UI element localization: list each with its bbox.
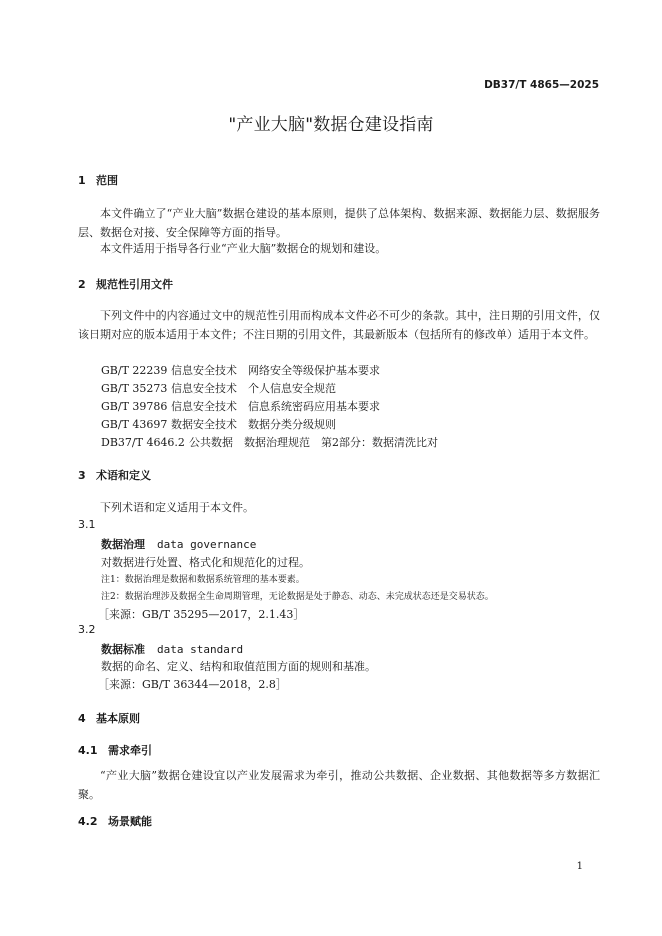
- term-note: 注1：数据治理是数据和数据系统管理的基本要素。: [101, 575, 305, 585]
- reference-title: 信息安全技术 个人信息安全规范: [171, 382, 336, 395]
- subsection-4-1-heading: [78, 742, 152, 758]
- term-zh: 数据治理: [101, 538, 145, 551]
- subsection-number: 4.1: [78, 744, 98, 757]
- section-number: 2: [78, 278, 86, 291]
- term-definition: 对数据进行处置、格式化和规范化的过程。: [101, 556, 310, 569]
- section-number: 3: [78, 469, 86, 482]
- section-title: 术语和定义: [96, 469, 151, 482]
- section-2-heading: [78, 276, 173, 292]
- reference-code: GB/T 35273: [101, 382, 168, 395]
- page-number: 1: [576, 861, 583, 872]
- term-zh: 数据标准: [101, 643, 145, 656]
- term-note: 注2：数据治理涉及数据全生命周期管理，无论数据是处于静态、动态、未完成状态还是交易状态。: [101, 592, 494, 602]
- section-number: 1: [78, 174, 86, 187]
- reference-title: 信息安全技术 信息系统密码应用基本要求: [171, 400, 380, 413]
- subsection-4-2-heading: [78, 813, 152, 829]
- term-source: ［来源：GB/T 36344—2018，2.8］: [98, 678, 287, 691]
- paragraph: “产业大脑”数据仓建设宜以产业发展需求为牵引，推动公共数据、企业数据、其他数据等多方数据汇聚。: [78, 769, 600, 801]
- section-1-heading: [78, 172, 118, 188]
- document-title: "产业大脑"数据仓建设指南: [228, 115, 434, 135]
- paragraph: 本文件确立了“产业大脑”数据仓建设的基本原则，提供了总体架构、数据来源、数据能力层、数据服务层、数据仓对接、安全保障等方面的指导。: [78, 207, 600, 239]
- term-entry: [101, 641, 243, 657]
- reference-item: [101, 416, 336, 432]
- term-number: 3.2: [78, 623, 96, 636]
- term-definition: 数据的命名、定义、结构和取值范围方面的规则和基准。: [101, 660, 376, 673]
- term-en: data standard: [157, 643, 244, 656]
- subsection-title: 需求牵引: [108, 744, 152, 757]
- term-entry: [101, 536, 256, 552]
- subsection-title: 场景赋能: [108, 815, 152, 828]
- reference-title: 数据安全技术 数据分类分级规则: [171, 418, 336, 431]
- term-number: 3.1: [78, 518, 96, 531]
- reference-item: [101, 380, 336, 396]
- section-title: 基本原则: [96, 712, 140, 725]
- term-en: data governance: [157, 538, 257, 551]
- reference-item: [101, 398, 380, 414]
- term-source: ［来源：GB/T 35295—2017，2.1.43］: [98, 608, 305, 621]
- reference-code: GB/T 43697: [101, 418, 168, 431]
- reference-item: [101, 362, 380, 378]
- paragraph: 本文件适用于指导各行业“产业大脑”数据仓的规划和建设。: [100, 242, 387, 255]
- reference-title: 公共数据 数据治理规范 第2部分：数据清洗比对: [189, 436, 438, 449]
- reference-code: DB37/T 4646.2: [101, 436, 185, 449]
- standard-code: DB37/T 4865—2025: [484, 79, 599, 91]
- reference-item: [101, 434, 438, 450]
- section-title: 规范性引用文件: [96, 278, 173, 291]
- reference-title: 信息安全技术 网络安全等级保护基本要求: [171, 364, 380, 377]
- section-number: 4: [78, 712, 86, 725]
- reference-code: GB/T 39786: [101, 400, 168, 413]
- paragraph: 下列术语和定义适用于本文件。: [100, 501, 254, 514]
- section-3-heading: [78, 467, 151, 483]
- paragraph: 下列文件中的内容通过文中的规范性引用而构成本文件必不可少的条款。其中，注日期的引用文件，仅该日期对应的版本适用于本文件；不注日期的引用文件，其最新版本（包括所有的修改单）适用于本文件。: [78, 309, 600, 341]
- section-4-heading: [78, 710, 140, 726]
- subsection-number: 4.2: [78, 815, 98, 828]
- reference-code: GB/T 22239: [101, 364, 168, 377]
- section-title: 范围: [96, 174, 118, 187]
